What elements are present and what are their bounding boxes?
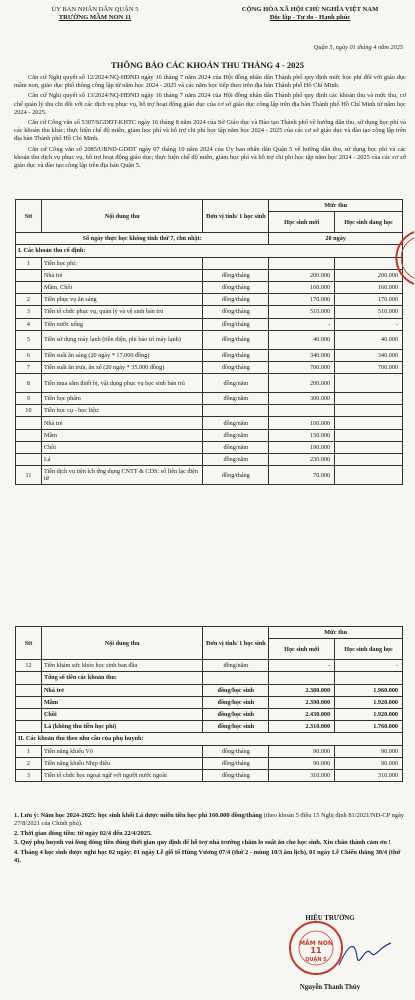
row-stt: 3: [16, 769, 42, 781]
row-content: Tiền suất ăn trưa, ăn xế (20 ngày * 35.000 đồng): [41, 361, 202, 373]
row-current: -: [335, 660, 403, 672]
table-row: [16, 684, 403, 696]
section-row: [16, 245, 403, 257]
national-title: CỘNG HÒA XÃ HỘI CHỦ NGHĨA VIỆT NAM: [241, 6, 379, 13]
row-unit: đồng/tháng: [203, 281, 269, 293]
row-content: Chồi: [41, 441, 202, 453]
row-content: Tiền tổ chức phục vụ, quản lý và vệ sinh bán trú: [41, 306, 202, 318]
row-current: [335, 672, 403, 684]
col-stt: Stt: [16, 200, 42, 233]
row-new: -: [269, 318, 335, 330]
row-current: 170.000: [335, 294, 403, 306]
col-unit: Đơn vị tính/ 1 học sinh: [203, 627, 269, 660]
row-new: [269, 405, 335, 417]
svg-text:MẦM NON: MẦM NON: [299, 940, 333, 947]
row-content: Lá: [41, 454, 202, 466]
table-row: [16, 374, 403, 393]
row-stt: [16, 281, 42, 293]
svg-text:QUẬN 5: QUẬN 5: [305, 957, 327, 963]
row-unit: đồng/tháng: [203, 349, 269, 361]
row-unit: đồng/năm: [203, 429, 269, 441]
table-row: [16, 393, 403, 405]
row-unit: đồng/năm: [203, 374, 269, 393]
row-unit: đồng/tháng: [203, 769, 269, 781]
row-current: [335, 441, 403, 453]
row-current: 310.000: [335, 769, 403, 781]
row-new: 230.000: [269, 454, 335, 466]
row-content: Tiền học phẩm: [41, 393, 202, 405]
note-2: 2. Thời gian đóng tiền: từ ngày 02/4 đến 22/4/2025.: [14, 829, 152, 837]
days-label: Số ngày thực học không tính thứ 7, chủ nhật:: [16, 233, 269, 245]
row-content: Mầm: [41, 696, 202, 708]
row-new: 90.000: [269, 745, 335, 757]
col-new: Học sinh mới: [269, 639, 335, 660]
row-current: [335, 417, 403, 429]
issuer-header: [20, 6, 170, 22]
row-stt: [16, 672, 42, 684]
row-content: Tiền học cụ - học liệu:: [41, 405, 202, 417]
row-content: Tiền năng khiếu Võ: [41, 745, 202, 757]
document-title: THÔNG BÁO CÁC KHOẢN THU THÁNG 4 - 2025: [110, 60, 305, 70]
row-unit: đồng/tháng: [203, 757, 269, 769]
row-unit: đồng/năm: [203, 441, 269, 453]
row-new: 2.380.000: [269, 684, 335, 696]
document-date: Quận 5, ngày 01 tháng 4 năm 2025: [313, 44, 403, 51]
table-row: [16, 672, 403, 684]
row-stt: 3: [16, 306, 42, 318]
col-stt: Stt: [16, 627, 42, 660]
row-current: 1.760.000: [335, 721, 403, 733]
table-row: [16, 454, 403, 466]
row-unit: đồng/tháng: [203, 745, 269, 757]
national-motto: Độc lập - Tự do - Hạnh phúc: [269, 14, 351, 21]
national-header: [215, 6, 405, 22]
table-row: [16, 330, 403, 349]
row-unit: [203, 672, 269, 684]
row-new: 90.000: [269, 757, 335, 769]
svg-text:11: 11: [310, 946, 322, 955]
row-stt: [16, 696, 42, 708]
row-new: 200.000: [269, 374, 335, 393]
row-stt: 7: [16, 361, 42, 373]
row-content: Tiền tổ chức học ngoại ngữ với người nước ngoài: [41, 769, 202, 781]
row-new: -: [269, 660, 335, 672]
table-row: [16, 696, 403, 708]
row-current: [335, 454, 403, 466]
row-unit: đồng/tháng: [203, 330, 269, 349]
partial-stamp-image: [378, 228, 414, 288]
row-stt: [16, 441, 42, 453]
legal-basis-item: Căn cứ Nghị quyết số 12/2024/NQ-HĐND ngày 16 tháng 7 năm 2024 của Hội đồng nhân dân Thành phố quy định mức học phí đối với giáo dục mầm non, giáo dục phổ thông công lập từ năm học 2024 - 2025 và các năm học tiếp theo trên địa bàn Thành phố Hồ Chí Minh.: [14, 74, 406, 90]
row-unit: đồng/học sinh: [203, 708, 269, 720]
table-row: [16, 361, 403, 373]
row-stt: [16, 429, 42, 441]
note-4: 4. Tháng 4 học sinh được nghỉ học 02 ngày: 01 ngày Lễ giỗ tổ Hùng Vương 07/4 (thứ 2 - mùng 10/3 âm lịch), 01 ngày Lễ Chiến thắng 30/4 (thứ 4).: [14, 848, 401, 865]
row-current: [335, 429, 403, 441]
row-stt: 6: [16, 349, 42, 361]
row-stt: 8: [16, 374, 42, 393]
col-current: Học sinh đang học: [335, 639, 403, 660]
section-title: I. Các khoản thu cố định:: [16, 245, 403, 257]
signer-role: HIỆU TRƯỞNG: [305, 915, 355, 922]
table-row: [16, 429, 403, 441]
table-row: [16, 708, 403, 720]
col-content: Nội dung thu: [41, 200, 202, 233]
note-1: [14, 812, 408, 829]
row-content: Tiền nước uống: [41, 318, 202, 330]
row-new: 2.390.000: [269, 696, 335, 708]
row-stt: [16, 721, 42, 733]
row-current: [335, 393, 403, 405]
row-content: Tiền mua sắm thiết bị, vật dụng phục vụ học sinh bán trú: [41, 374, 202, 393]
row-content: Mầm: [41, 429, 202, 441]
row-unit: đồng/tháng: [203, 318, 269, 330]
table-row: [16, 660, 403, 672]
row-current: [335, 466, 403, 485]
row-content: Lá (không thu tiền học phí): [41, 721, 202, 733]
legal-basis-item: Căn cứ Công văn số 2085/UBND-GDĐT ngày 07 tháng 10 năm 2024 của Ủy ban nhân dân Quận 5 về hướng dẫn thu, sử dụng học phí và các khoản thu dịch vụ phục vụ, hỗ trợ hoạt động giáo dục; thực hiện chế độ miễn, giảm học phí và hỗ trợ chi phí học tập năm học 2024 - 2025 của các cơ sở giáo dục và đào tạo công lập trên địa bàn Quận 5.: [14, 145, 406, 170]
row-unit: đồng/năm: [203, 454, 269, 466]
row-stt: [16, 417, 42, 429]
row-new: [269, 257, 335, 269]
row-stt: 12: [16, 660, 42, 672]
col-current: Học sinh đang học: [335, 212, 403, 233]
row-new: 160.000: [269, 281, 335, 293]
row-new: 310.000: [269, 769, 335, 781]
note-1-main: 1. Lưu ý: Năm học 2024-2025: học sinh khối Lá được miễn tiền học phí 160.000 đồng/tháng: [14, 812, 263, 819]
row-stt: 9: [16, 393, 42, 405]
col-rate: Mức thu: [269, 200, 403, 212]
legal-basis-item: Căn cứ Công văn số 5307/SGDĐT-KHTC ngày 16 tháng 8 năm 2024 của Sở Giáo dục và Đào tạo Thành phố về hướng dẫn thu, sử dụng học phí và các khoản thu khác; thực hiện chế độ miễn, giảm học phí và hỗ trợ chi phí học tập năm học 2024 - 2025 của các cơ sở giáo dục và đào tạo công lập trên địa bàn Thành phố Hồ Chí Minh.: [14, 119, 406, 143]
row-current: 510.000: [335, 306, 403, 318]
row-new: 190.000: [269, 441, 335, 453]
row-unit: đồng/tháng: [203, 361, 269, 373]
row-current: 700.000: [335, 361, 403, 373]
row-stt: 1: [16, 745, 42, 757]
row-unit: đồng/học sinh: [203, 684, 269, 696]
days-value: 20 ngày: [269, 233, 403, 245]
row-content: Tổng số tiền các khoản thu:: [41, 672, 202, 684]
issuer-school: TRƯỜNG MẦM NON 11: [58, 14, 132, 21]
row-unit: đồng/học sinh: [203, 696, 269, 708]
row-new: 340.000: [269, 349, 335, 361]
row-stt: [16, 708, 42, 720]
table-row: [16, 294, 403, 306]
issuer-authority: ỦY BAN NHÂN DÂN QUẬN 5: [51, 6, 139, 13]
row-unit: đồng/năm: [203, 393, 269, 405]
row-content: Nhà trẻ: [41, 417, 202, 429]
row-new: 150.000: [269, 429, 335, 441]
table-row: [16, 269, 403, 281]
row-unit: đồng/năm: [203, 660, 269, 672]
legal-basis: [14, 74, 406, 172]
row-new: 300.000: [269, 393, 335, 405]
row-content: Tiền suất ăn sáng (20 ngày * 17.000 đồng): [41, 349, 202, 361]
col-unit: Đơn vị tính/ 1 học sinh: [203, 200, 269, 233]
row-current: 340.000: [335, 349, 403, 361]
row-content: Mầm, Chồi: [41, 281, 202, 293]
row-current: 160.000: [335, 281, 403, 293]
row-unit: [203, 405, 269, 417]
row-new: 700.000: [269, 361, 335, 373]
row-unit: đồng/năm: [203, 417, 269, 429]
row-content: Tiền phục vụ ăn sáng: [41, 294, 202, 306]
row-stt: [16, 269, 42, 281]
row-new: 2.430.000: [269, 708, 335, 720]
row-content: Tiền học phí:: [41, 257, 202, 269]
handwritten-signature: [335, 935, 395, 975]
row-unit: đồng/tháng: [203, 306, 269, 318]
row-current: 90.000: [335, 745, 403, 757]
row-stt: [16, 454, 42, 466]
row-content: Tiền khám sức khỏe học sinh ban đầu: [41, 660, 202, 672]
row-new: 70.000: [269, 466, 335, 485]
table-row: [16, 405, 403, 417]
row-new: 2.310.000: [269, 721, 335, 733]
col-rate: Mức thu: [269, 627, 403, 639]
table-row: [16, 349, 403, 361]
days-row: [16, 233, 403, 245]
row-stt: 5: [16, 330, 42, 349]
row-content: Tiền năng khiếu Nhịp điệu: [41, 757, 202, 769]
section-row: [16, 733, 403, 745]
section-title: II. Các khoản thu theo nhu cầu của phụ huynh:: [16, 733, 403, 745]
table-row: [16, 441, 403, 453]
row-unit: đồng/tháng: [203, 269, 269, 281]
note-3: 3. Quý phụ huynh vui lòng đóng tiền đúng thời gian quy định để hỗ trợ nhà trường chăm lo suất ăn cho học sinh. Xin chân thành cảm ơn !: [14, 839, 391, 847]
row-current: 200.000: [335, 269, 403, 281]
row-new: 40.000: [269, 330, 335, 349]
row-stt: 2: [16, 757, 42, 769]
row-stt: 11: [16, 466, 42, 485]
row-stt: [16, 684, 42, 696]
row-unit: đồng/tháng: [203, 294, 269, 306]
row-current: 1.920.000: [335, 696, 403, 708]
row-new: 100.000: [269, 417, 335, 429]
row-content: Tiền sử dụng máy lạnh (tiền điện, phí bảo trì máy lạnh): [41, 330, 202, 349]
fee-table-1: [15, 199, 403, 485]
signer-name: Nguyễn Thanh Thúy: [299, 984, 361, 991]
table-row: [16, 306, 403, 318]
row-content: Nhà trẻ: [41, 269, 202, 281]
row-unit: [203, 257, 269, 269]
row-unit: đồng/học sinh: [203, 721, 269, 733]
fee-table-2: [15, 626, 403, 782]
row-unit: đồng/tháng: [203, 466, 269, 485]
row-current: -: [335, 318, 403, 330]
table-row: [16, 757, 403, 769]
row-current: 1.920.000: [335, 708, 403, 720]
row-current: [335, 374, 403, 393]
table-row: [16, 417, 403, 429]
legal-basis-item: Căn cứ Nghị quyết số 13/2024/NQ-HĐND ngày 16 tháng 7 năm 2024 của Hội đồng nhân dân Thành phố quy định các khoản thu và mức thu, cơ chế quản lý thu chi đối với các dịch vụ phục vụ, hỗ trợ hoạt động giáo dục của cơ sở giáo dục công lập trên địa bàn Thành phố Hồ Chí Minh từ năm học 2024 - 2025.: [14, 92, 406, 116]
row-new: [269, 672, 335, 684]
table-row: [16, 769, 403, 781]
table-row: [16, 257, 403, 269]
row-stt: 1: [16, 257, 42, 269]
note-1-ref: (theo khoản 5 điều 15 Nghị định 81/2021/NĐ-CP ngày 27/8/2021 của Chính phủ).: [14, 812, 405, 828]
row-current: [335, 405, 403, 417]
row-new: 200.000: [269, 269, 335, 281]
table-row: [16, 721, 403, 733]
row-current: 1.960.000: [335, 684, 403, 696]
row-content: Tiền dịch vụ tiện ích ứng dụng CNTT & CDS: sổ liên lạc điện tử: [41, 466, 202, 485]
col-new: Học sinh mới: [269, 212, 335, 233]
row-stt: 10: [16, 405, 42, 417]
table-row: [16, 318, 403, 330]
row-stt: 4: [16, 318, 42, 330]
row-current: 90.000: [335, 757, 403, 769]
table-row: [16, 281, 403, 293]
col-content: Nội dung thu: [41, 627, 202, 660]
table-row: [16, 466, 403, 485]
row-content: Chồi: [41, 708, 202, 720]
row-stt: 2: [16, 294, 42, 306]
row-new: 170.000: [269, 294, 335, 306]
row-new: 510.000: [269, 306, 335, 318]
row-content: Nhà trẻ: [41, 684, 202, 696]
table-row: [16, 745, 403, 757]
notes: [14, 812, 408, 866]
row-current: 40.000: [335, 330, 403, 349]
